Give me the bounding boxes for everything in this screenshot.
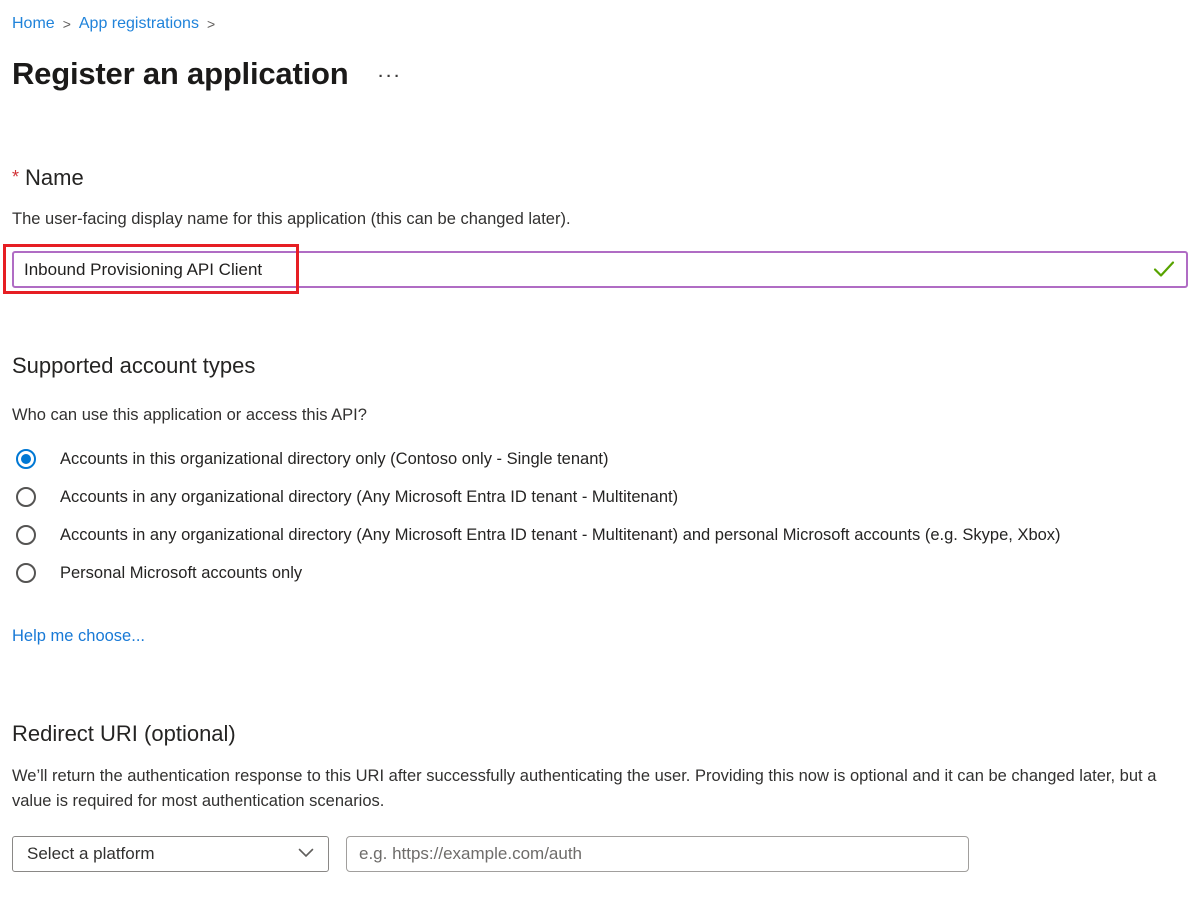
radio-button-icon[interactable] xyxy=(16,487,36,507)
radio-option-personal-only[interactable] xyxy=(12,559,1188,587)
more-options-button[interactable] xyxy=(378,68,403,85)
breadcrumb-separator-icon: > xyxy=(62,16,71,32)
radio-option-multitenant-personal[interactable] xyxy=(12,521,1188,549)
name-field-label xyxy=(12,163,1188,192)
breadcrumb-separator-icon: > xyxy=(206,16,216,32)
radio-button-icon[interactable] xyxy=(16,563,36,583)
radio-option-label: Personal Microsoft accounts only xyxy=(60,564,303,582)
redirect-uri-description: We’ll return the authentication response to this URI after successfully authenticating the user. Providing this now is optional and it can be changed later, but a value is required for most authentication scenarios. xyxy=(12,767,1157,810)
application-name-input[interactable] xyxy=(12,251,1188,288)
breadcrumb-link-home[interactable]: Home xyxy=(12,15,55,32)
name-field-description: The user-facing display name for this application (this can be changed later). xyxy=(12,210,571,228)
redirect-uri-heading: Redirect URI (optional) xyxy=(12,721,236,746)
radio-option-multitenant[interactable] xyxy=(12,483,1188,511)
radio-button-icon[interactable] xyxy=(16,525,36,545)
chevron-down-icon xyxy=(298,845,314,863)
breadcrumb-link-app-registrations[interactable]: App registrations xyxy=(78,15,199,32)
title-row xyxy=(12,53,1188,95)
help-me-choose-link[interactable]: Help me choose... xyxy=(12,627,145,645)
platform-select-value: Select a platform xyxy=(27,844,155,863)
name-input-wrapper xyxy=(12,251,1188,288)
page-title: Register an application xyxy=(12,56,349,91)
redirect-uri-input[interactable] xyxy=(346,836,969,872)
radio-option-label: Accounts in any organizational directory (Any Microsoft Entra ID tenant - Multitenant) xyxy=(60,488,679,506)
radio-option-label: Accounts in this organizational directory only (Contoso only - Single tenant) xyxy=(60,450,609,468)
radio-option-label: Accounts in any organizational directory (Any Microsoft Entra ID tenant - Multitenant) and personal Microsoft accounts (e.g. Skype, Xbox) xyxy=(60,526,1061,544)
account-types-radio-group xyxy=(12,445,1188,587)
radio-option-single-tenant[interactable] xyxy=(12,445,1188,473)
name-label-text: Name xyxy=(25,165,84,190)
radio-button-icon[interactable] xyxy=(16,449,36,469)
breadcrumb xyxy=(12,14,1188,34)
redirect-uri-controls xyxy=(12,836,1188,872)
ellipsis-icon: ··· xyxy=(378,68,403,85)
supported-account-types-heading: Supported account types xyxy=(12,353,256,378)
required-asterisk: * xyxy=(12,167,20,187)
platform-select-dropdown[interactable] xyxy=(12,836,329,872)
account-types-question: Who can use this application or access this API? xyxy=(12,406,367,424)
